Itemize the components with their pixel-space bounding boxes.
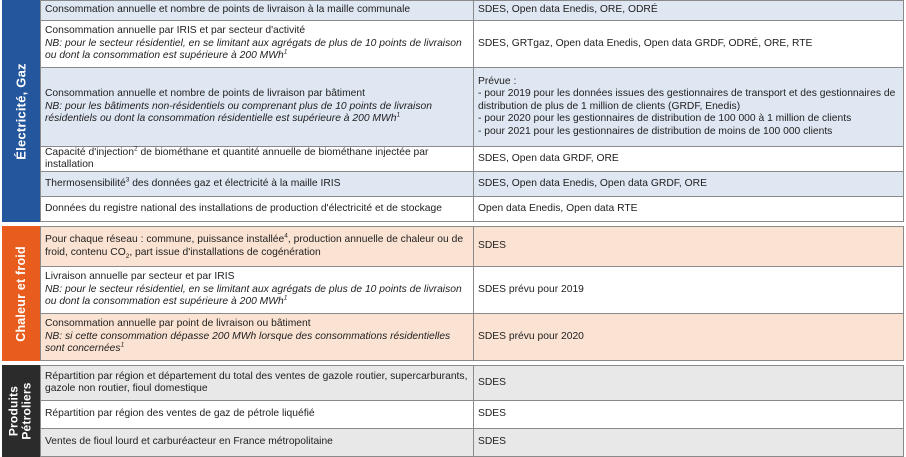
- subscript: 2: [125, 252, 130, 260]
- table-row: [40, 0, 904, 21]
- source-cell: SDES: [478, 408, 507, 420]
- source-cell: SDES: [478, 376, 507, 388]
- table-row: [40, 226, 904, 267]
- table-row: [40, 314, 904, 361]
- footnote-ref: 4: [284, 232, 288, 240]
- table-row: [40, 172, 904, 197]
- source-cell: SDES: [478, 436, 507, 448]
- data-cell: [41, 172, 474, 196]
- data-cell: [41, 227, 474, 266]
- source-cell: [474, 68, 903, 146]
- section-rows: [40, 0, 904, 222]
- data-text: [45, 147, 469, 172]
- data-cell: [41, 21, 474, 67]
- section-heat-cold: [2, 226, 904, 361]
- table-row: [40, 197, 904, 222]
- data-cell: Ventes de fioul lourd et carburéacteur en France métropolitaine: [41, 429, 474, 456]
- note-text: [45, 284, 469, 309]
- note-text: [45, 101, 469, 126]
- data-sources-table: [2, 0, 904, 457]
- data-text-c: , part issue d'installations de cogénération: [129, 246, 321, 258]
- note-body: NB: pour les bâtiments non-résidentiels ou comprenant plus de 10 points de livraison résidentiels ou dont la consommation résidentielle est supérieure à 200 MWh: [45, 100, 432, 125]
- data-cell: [41, 267, 474, 313]
- data-text: Livraison annuelle par secteur et par IRIS: [45, 271, 235, 283]
- source-cell: SDES, Open data Enedis, ORE, ODRÉ: [478, 4, 658, 16]
- source-line: - pour 2019 pour les données issues des gestionnaires de transport et des gestionnaires de distribution de plus de 1 million de clients (GRDF, Enedis): [478, 88, 896, 112]
- data-cell: [41, 68, 474, 146]
- source-cell: SDES prévu pour 2020: [478, 330, 584, 342]
- note-body: NB: si cette consommation dépasse 200 MWh lorsque des consommations résidentielles sont concernées: [45, 330, 451, 355]
- section-rows: [40, 365, 904, 457]
- footnote-ref: 1: [283, 48, 288, 56]
- source-line: - pour 2021 pour les gestionnaires de distribution de moins de 100 000 clients: [478, 125, 833, 137]
- data-text-a: Capacité d'injection: [45, 146, 134, 158]
- section-label-electricity-gas: [2, 0, 40, 222]
- section-electricity-gas: [2, 0, 904, 222]
- data-text: [45, 234, 469, 259]
- data-text: Consommation annuelle et nombre de points de livraison par bâtiment: [45, 88, 365, 100]
- section-label-line2: Pétroliers: [20, 382, 35, 440]
- section-label-text: [8, 382, 34, 439]
- source-cell: SDES, GRTgaz, Open data Enedis, Open data GRDF, ODRÉ, ORE, RTE: [478, 37, 813, 49]
- source-cell: SDES, Open data Enedis, Open data GRDF, ORE: [478, 177, 707, 189]
- section-label-text: Électricité, Gaz: [13, 62, 29, 160]
- table-row: [40, 267, 904, 314]
- note-body: NB: pour le secteur résidentiel, en se limitant aux agrégats de plus de 10 points de livraison ou dont la consommation est supérieure à 200 MWh: [45, 37, 462, 62]
- footnote-ref: 1: [120, 341, 125, 349]
- source-line: - pour 2020 pour les gestionnaires de distribution de 100 000 à 1 million de clients: [478, 113, 852, 125]
- table-row: [40, 429, 904, 457]
- data-cell: Répartition par région des ventes de gaz de pétrole liquéfié: [41, 401, 474, 428]
- table-row: [40, 147, 904, 172]
- table-row: [40, 401, 904, 429]
- data-text-b: , production annuelle de chaleur ou de froid, contenu CO: [45, 234, 464, 258]
- note-text: [45, 38, 469, 63]
- footnote-ref: 3: [125, 176, 130, 184]
- section-petroleum: [2, 365, 904, 457]
- footnote-ref: 1: [396, 111, 401, 119]
- section-label-text: Chaleur et froid: [14, 245, 29, 342]
- data-text: Consommation annuelle par IRIS et par secteur d'activité: [45, 25, 306, 37]
- source-line: Prévue :: [478, 75, 517, 87]
- section-label-petroleum: [2, 365, 40, 457]
- table-row: [40, 68, 904, 147]
- data-cell: [41, 314, 474, 360]
- data-text: Consommation annuelle par point de livraison ou bâtiment: [45, 318, 311, 330]
- footnote-ref: 2: [133, 145, 138, 153]
- section-label-line1: Produits: [7, 385, 22, 437]
- table-row: [40, 365, 904, 401]
- data-cell: Consommation annuelle et nombre de points de livraison à la maille communale: [41, 1, 474, 20]
- data-text: [45, 178, 469, 191]
- data-cell: [41, 147, 474, 171]
- source-cell: SDES: [478, 240, 507, 252]
- data-text-a: Thermosensibilité: [45, 177, 126, 189]
- data-text-b: de biométhane et quantité annuelle de biométhane injectée par installation: [45, 146, 429, 170]
- data-text-b: des données gaz et électricité à la maille IRIS: [129, 177, 341, 189]
- source-cell: SDES prévu pour 2019: [478, 283, 584, 295]
- section-rows: [40, 226, 904, 361]
- note-text: [45, 331, 469, 356]
- footnote-ref: 1: [283, 294, 288, 302]
- data-text-a: Pour chaque réseau : commune, puissance installée: [45, 234, 285, 245]
- source-cell: Open data Enedis, Open data RTE: [478, 202, 638, 214]
- table-row: [40, 21, 904, 68]
- data-cell: Répartition par région et département du total des ventes de gazole routier, supercarburants, gazole non routier, fioul domestique: [41, 366, 474, 400]
- note-body: NB: pour le secteur résidentiel, en se limitant aux agrégats de plus de 10 points de livraison ou dont la consommation est supérieure à 200 MWh: [45, 283, 462, 308]
- source-cell: SDES, Open data GRDF, ORE: [478, 152, 619, 164]
- section-label-heat-cold: [2, 226, 40, 361]
- data-cell: Données du registre national des installations de production d'électricité et de stockage: [41, 197, 474, 221]
